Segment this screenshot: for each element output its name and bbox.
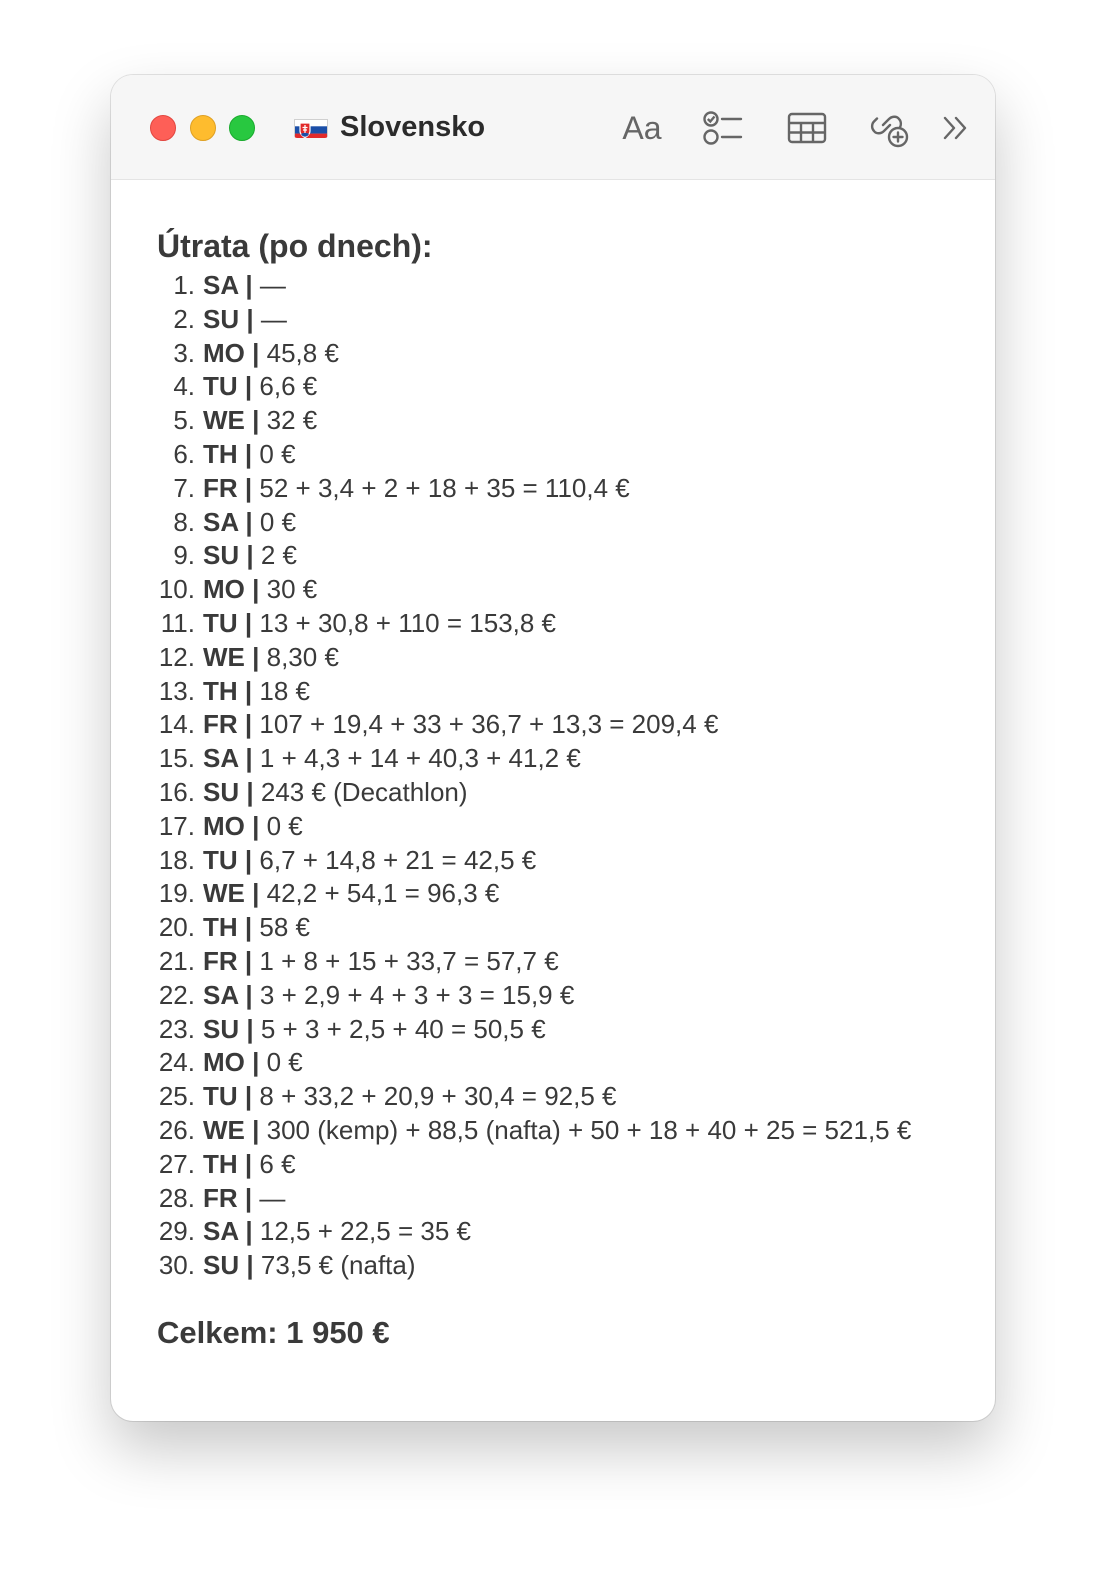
day-amount: 6,6 € (259, 371, 318, 402)
expense-list (157, 269, 957, 1283)
day-label: WE (203, 1114, 245, 1145)
day-label: TH (203, 675, 238, 706)
day-label: MO (203, 574, 245, 605)
separator: | (244, 337, 267, 368)
list-item (157, 337, 957, 371)
note-window (111, 75, 995, 1421)
day-label: TU (203, 371, 238, 402)
separator: | (237, 945, 260, 976)
list-item (157, 472, 957, 506)
day-label: SA (203, 270, 239, 300)
day-label: SU (203, 540, 240, 571)
day-amount: — (259, 1182, 286, 1213)
window-title (294, 109, 485, 145)
list-item (157, 1249, 957, 1283)
list-number: 15. (158, 743, 195, 774)
list-item (157, 810, 957, 844)
list-item (157, 945, 957, 979)
separator: | (244, 810, 267, 841)
day-amount: 8 + 33,2 + 20,9 + 30,4 = 92,5 € (259, 1081, 617, 1112)
separator: | (239, 303, 261, 334)
list-number: 2. (173, 303, 195, 334)
day-amount: 13 + 30,8 + 110 = 153,8 € (259, 607, 557, 638)
day-amount: 243 € (Decathlon) (260, 776, 468, 807)
list-item (157, 539, 957, 573)
day-amount: 18 € (259, 675, 311, 706)
window-title-text: Slovensko (340, 110, 486, 143)
list-number: 19. (158, 878, 195, 909)
zoom-button[interactable] (229, 115, 255, 141)
list-number: 16. (158, 776, 195, 807)
separator: | (237, 912, 260, 943)
list-number: 23. (158, 1013, 195, 1044)
list-item (157, 675, 957, 709)
separator: | (238, 979, 260, 1010)
day-label: SU (203, 1013, 240, 1044)
day-amount: 2 € (260, 540, 298, 571)
list-item (157, 404, 957, 438)
list-item (157, 979, 957, 1013)
list-number: 29. (158, 1216, 195, 1247)
day-label: FR (203, 1182, 238, 1213)
checklist-icon (703, 110, 743, 146)
day-label: FR (203, 945, 238, 976)
day-label: WE (203, 641, 245, 672)
list-item (157, 844, 957, 878)
day-label: MO (203, 810, 245, 841)
list-item (157, 506, 957, 540)
day-amount: 300 (kemp) + 88,5 (nafta) + 50 + 18 + 40 + 25 = 521,5 € (266, 1114, 912, 1145)
day-amount: 0 € (266, 810, 303, 841)
separator: | (237, 607, 260, 638)
checklist-button[interactable] (701, 105, 745, 151)
separator: | (237, 371, 260, 402)
separator: | (244, 574, 267, 605)
separator: | (238, 743, 260, 774)
list-item (157, 1182, 957, 1216)
list-item (157, 877, 957, 911)
titlebar (111, 75, 995, 180)
day-amount: 0 € (259, 506, 297, 537)
list-number: 22. (158, 979, 195, 1010)
day-amount: 30 € (266, 574, 318, 605)
day-label: SA (203, 979, 239, 1010)
list-number: 20. (158, 912, 195, 943)
day-label: TU (203, 844, 238, 875)
day-amount: 73,5 € (nafta) (260, 1250, 416, 1281)
separator: | (237, 1182, 260, 1213)
day-label: FR (203, 709, 238, 740)
day-amount: — (260, 303, 287, 334)
day-label: FR (203, 472, 238, 503)
list-item (157, 911, 957, 945)
list-item (157, 776, 957, 810)
list-number: 10. (158, 574, 195, 605)
day-amount: 58 € (259, 912, 311, 943)
separator: | (237, 709, 260, 740)
day-label: SA (203, 506, 239, 537)
list-number: 8. (173, 506, 195, 537)
list-item (157, 1013, 957, 1047)
format-button[interactable]: Aa (622, 109, 662, 146)
day-label: TH (203, 1148, 238, 1179)
list-item (157, 708, 957, 742)
day-label: WE (203, 405, 245, 436)
note-heading: Útrata (po dnech): (157, 228, 433, 264)
list-number: 14. (158, 709, 195, 740)
list-number: 24. (158, 1047, 195, 1078)
list-number: 25. (158, 1081, 195, 1112)
day-label: SU (203, 776, 240, 807)
day-amount: 6 € (259, 1148, 296, 1179)
total-line: Celkem: 1 950 € (157, 1314, 390, 1350)
day-label: SA (203, 743, 239, 774)
separator: | (238, 506, 260, 537)
separator: | (237, 675, 260, 706)
list-item (157, 438, 957, 472)
list-item (157, 607, 957, 641)
list-number: 12. (158, 641, 195, 672)
separator: | (237, 1148, 260, 1179)
collaborate-icon (868, 108, 910, 148)
day-label: WE (203, 878, 245, 909)
list-item (157, 1080, 957, 1114)
day-label: TH (203, 912, 238, 943)
day-label: TH (203, 438, 238, 469)
separator: | (239, 1250, 261, 1281)
list-item (157, 1114, 957, 1148)
list-number: 11. (160, 607, 195, 638)
list-item (157, 1215, 957, 1249)
list-number: 6. (173, 438, 195, 469)
separator: | (239, 776, 261, 807)
note-body[interactable] (157, 225, 957, 1353)
close-button[interactable] (150, 115, 176, 141)
more-chevron-icon (942, 115, 970, 141)
list-item (157, 742, 957, 776)
day-amount: 0 € (259, 438, 296, 469)
separator: | (244, 878, 267, 909)
list-number: 21. (158, 945, 195, 976)
list-item (157, 269, 957, 303)
separator: | (244, 1047, 267, 1078)
separator: | (244, 641, 267, 672)
list-number: 7. (173, 472, 195, 503)
day-amount: 52 + 3,4 + 2 + 18 + 35 = 110,4 € (259, 472, 630, 503)
list-number: 17. (158, 810, 195, 841)
list-item (157, 1046, 957, 1080)
separator: | (238, 270, 260, 300)
separator: | (237, 844, 260, 875)
list-number: 9. (173, 540, 195, 571)
separator: | (237, 1081, 260, 1112)
day-label: MO (203, 1047, 245, 1078)
separator: | (237, 438, 260, 469)
list-item (157, 573, 957, 607)
list-item (157, 370, 957, 404)
list-number: 13. (158, 675, 195, 706)
day-label: SU (203, 303, 240, 334)
list-number: 27. (158, 1148, 195, 1179)
list-number: 26. (158, 1114, 195, 1145)
list-number: 5. (173, 405, 195, 436)
day-amount: 45,8 € (266, 337, 339, 368)
day-amount: 5 + 3 + 2,5 + 40 = 50,5 € (260, 1013, 546, 1044)
more-button[interactable] (939, 105, 973, 151)
day-amount: 3 + 2,9 + 4 + 3 + 3 = 15,9 € (259, 979, 575, 1010)
collaborate-button[interactable] (865, 105, 913, 151)
day-amount: 6,7 + 14,8 + 21 = 42,5 € (259, 844, 537, 875)
day-amount: 1 + 8 + 15 + 33,7 = 57,7 € (259, 945, 559, 976)
list-item (157, 641, 957, 675)
separator: | (244, 405, 267, 436)
separator: | (239, 1013, 261, 1044)
table-button[interactable] (785, 105, 829, 151)
separator: | (239, 540, 261, 571)
list-item (157, 303, 957, 337)
day-amount: 1 + 4,3 + 14 + 40,3 + 41,2 € (259, 743, 581, 774)
day-label: SA (203, 1216, 239, 1247)
day-label: TU (203, 1081, 238, 1112)
day-amount: 8,30 € (266, 641, 339, 672)
day-amount: 0 € (266, 1047, 303, 1078)
day-amount: 107 + 19,4 + 33 + 36,7 + 13,3 = 209,4 € (259, 709, 719, 740)
separator: | (244, 1114, 267, 1145)
list-number: 18. (158, 844, 195, 875)
day-amount: 12,5 + 22,5 = 35 € (259, 1216, 471, 1247)
day-amount: 32 € (266, 405, 318, 436)
day-amount: 42,2 + 54,1 = 96,3 € (266, 878, 500, 909)
separator: | (238, 1216, 260, 1247)
day-amount: — (259, 270, 286, 300)
slovakia-flag-icon (294, 116, 328, 138)
list-number: 4. (173, 371, 195, 402)
list-number: 1. (173, 270, 195, 300)
day-label: TU (203, 607, 238, 638)
table-icon (787, 112, 827, 144)
list-number: 3. (173, 337, 195, 368)
separator: | (237, 472, 260, 503)
minimize-button[interactable] (190, 115, 216, 141)
list-number: 28. (158, 1182, 195, 1213)
day-label: SU (203, 1250, 240, 1281)
list-number: 30. (158, 1250, 195, 1281)
day-label: MO (203, 337, 245, 368)
list-item (157, 1148, 957, 1182)
